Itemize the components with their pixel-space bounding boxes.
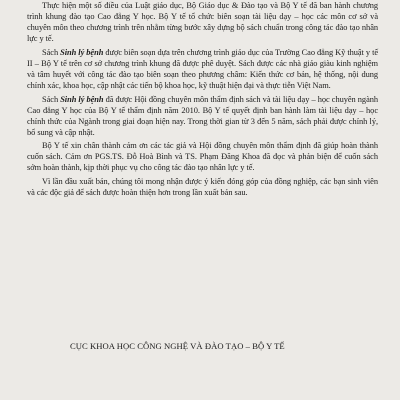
paragraph-4-text: Bộ Y tế xin chân thành cảm ơn các tác giả và Hội đồng chuyên môn thẩm định đã giúp hoàn thành cuốn sách. Cảm ơn PGS.TS. Đỗ Hoà Bình và TS. Phạm Đăng Khoa đã đọc và phản biện để cuốn sách sớm hoàn thành, kịp thời phục vụ cho công tác đào tạo nhân lực y tế. (27, 141, 378, 173)
foreword-body (27, 0, 378, 198)
book-title: Sinh lý bệnh (60, 47, 104, 57)
paragraph-5 (27, 176, 378, 198)
paragraph-4 (27, 140, 378, 173)
paragraph-2-lead: Sách (42, 47, 61, 57)
issuing-department-signature: CỤC KHOA HỌC CÔNG NGHỆ VÀ ĐÀO TẠO – BỘ Y TẾ (70, 341, 285, 351)
paragraph-1-text: Thực hiện một số điều của Luật giáo dục, Bộ Giáo dục & Đào tạo và Bộ Y tế đã ban hành chương trình khung đào tạo Cao đẳng Y học. Bộ Y tế tổ chức biên soạn tài liệu dạy – học các môn cơ sở và chuyên môn theo chương trình trên nhằm từng bước xây dựng bộ sách chuẩn trong công tác đào tạo nhân lực y tế. (27, 1, 378, 44)
book-title: Sinh lý bệnh (60, 94, 104, 104)
paragraph-2 (27, 47, 378, 91)
paragraph-3 (27, 94, 378, 138)
paragraph-3-lead: Sách (42, 94, 61, 104)
paragraph-1 (27, 0, 378, 44)
paragraph-2-rest: được biên soạn dựa trên chương trình giáo dục của Trường Cao đẳng Kỹ thuật y tế II – Bộ Y tế trên cơ sở chương trình khung đã được phê duyệt. Sách được các nhà giáo giàu kinh nghiệm và tâm huyết với công tác đào tạo biên soạn theo phương châm: Kiến thức cơ bản, hệ thống, nội dung chính xác, khoa học, cập nhật các tiến bộ khoa học, kỹ thuật hiện đại và thực tiễn Việt Nam. (27, 47, 379, 90)
paragraph-3-rest: đã được Hội đồng chuyên môn thẩm định sách và tài liệu dạy – học chuyên ngành Cao đẳng Y học của Bộ Y tế thẩm định năm 2010. Bộ Y tế quyết định ban hành làm tài liệu dạy – học chính thức của Ngành trong giai đoạn hiện nay. Trong thời gian từ 3 đến 5 năm, sách phải được chỉnh lý, bổ sung và cập nhật. (27, 94, 379, 137)
paragraph-5-text: Vì lần đầu xuất bản, chúng tôi mong nhận được ý kiến đóng góp của đồng nghiệp, các bạn sinh viên và các độc giả để sách được hoàn thiện hơn trong lần xuất bản sau. (27, 177, 378, 198)
